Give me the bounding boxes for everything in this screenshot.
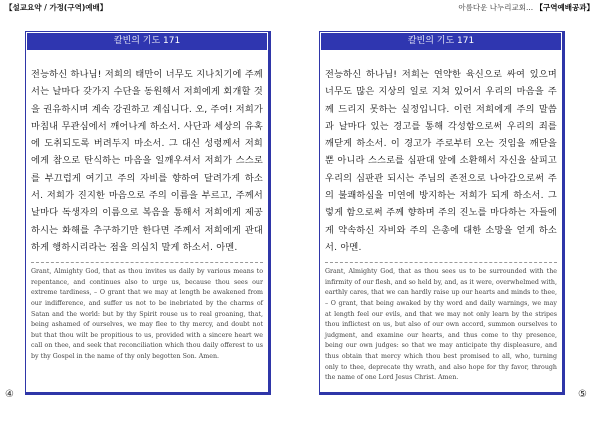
header-section-label: 【구역예배공과】 xyxy=(535,3,594,12)
left-prayer-card xyxy=(25,31,271,395)
left-prayer-title: 칼빈의 기도 171 xyxy=(27,33,267,50)
left-korean-prayer: 전능하신 하나님! 저희의 태만이 너무도 지나치기에 주께서는 날마다 갖가지 수단을 동원해서 저희에게 회개할 것을 권유하시며 계속 강권하고 계십니다. 오, 주여! 저희가 마침내 무관심에서 깨어나게 하소서. 사단과 세상의 유혹에 도취되도록 버려두지 마소서. 그 대신 성령께서 저희에게 참으로 탄식하는 마음을 일깨우셔서 저희가 스스로를 부끄럽게 여기고 주의 자비를 향하여 달려가게 하소서. 저희가 진지한 마음으로 주의 이름을 부르고, 주께서 날마다 독생자의 이름으로 복음을 통해서 저희에게 제공하시는 화해를 추구하기만 한다면 주께서 저희에게 관대하게 행하시리라는 점을 의심치 말게 하소서. 아멘. xyxy=(31,69,263,253)
left-english-prayer: Grant, Almighty God, that as thou invites us daily by various means to repentance, and continues also to urge us, because thou sees our extreme tardiness, – O grant that we may at length be awakened from our indifference, and suffer us not to be inebriated by the charms of Satan and the world: but by thy Spirit rouse us to real groaning, that, being ashamed of ourselves, we may flee to thy mercy, and doubt not but that thou wilt be propitious to us, provided with a sincere heart we call on thee, and seek that reconciliation which thou daily offerest to us by thy Gospel in the name of thy only begotten Son. Amen. xyxy=(31,268,263,361)
right-english-prayer: Grant, Almighty God, that as thou sees us to be surrounded with the infirmity of our flesh, and so held by, and, as it were, overwhelmed with, earthly cares, that we can hardly raise up our hearts and minds to thee, – O grant, that being awaked by thy word and daily warnings, we may at length feel our evils, and that we may not only learn by the stripes thou inflictest on us, but also of our own accord, summon ourselves to judgment, and examine our hearts, and thus come to thy presence, being our own judges: so that we may anticipate thy displeasure, and thus obtain that mercy which thou best promised to all, who, turning only to thee, deprecate thy wrath, and also hope for thy favor, through the name of one Lord Jesus Christ. Amen. xyxy=(325,268,557,382)
header-right xyxy=(458,2,594,13)
right-korean-prayer: 전능하신 하나님! 저희는 연약한 육신으로 싸여 있으며 너무도 많은 지상의 일로 지쳐 있어서 우리의 마음을 주께 드리지 못하는 실정입니다. 이런 저희에게 주의 말씀과 날마다 있는 경고를 통해 각성함으로써 우리의 죄를 깨닫게 하소서. 이 경고가 주로부터 오는 것임을 깨닫을 뿐 아니라 스스로를 심판대 앞에 소환해서 자신을 살피고 우리의 심판관 되시는 주님의 존전으로 나아감으로써 주의 불쾌하심을 미연에 방지하는 저희가 되게 하소서. 그렇게 함으로써 주께 향하며 주의 진노를 마다하는 자들에게 약속하신 자비와 주의 은총에 대한 소망을 얻게 하소서. 아멘. xyxy=(325,69,557,253)
right-prayer-title: 칼빈의 기도 171 xyxy=(321,33,561,50)
header-site-name: 아름다운 나누리교회 xyxy=(458,3,526,12)
header-ellipsis: ... xyxy=(525,3,534,12)
header-left-title: 【설교요약 / 가정(구역)예배】 xyxy=(5,3,108,12)
right-prayer-card xyxy=(319,31,565,395)
left-page-number: ④ xyxy=(5,389,14,400)
right-page-number: ⑤ xyxy=(578,389,587,400)
